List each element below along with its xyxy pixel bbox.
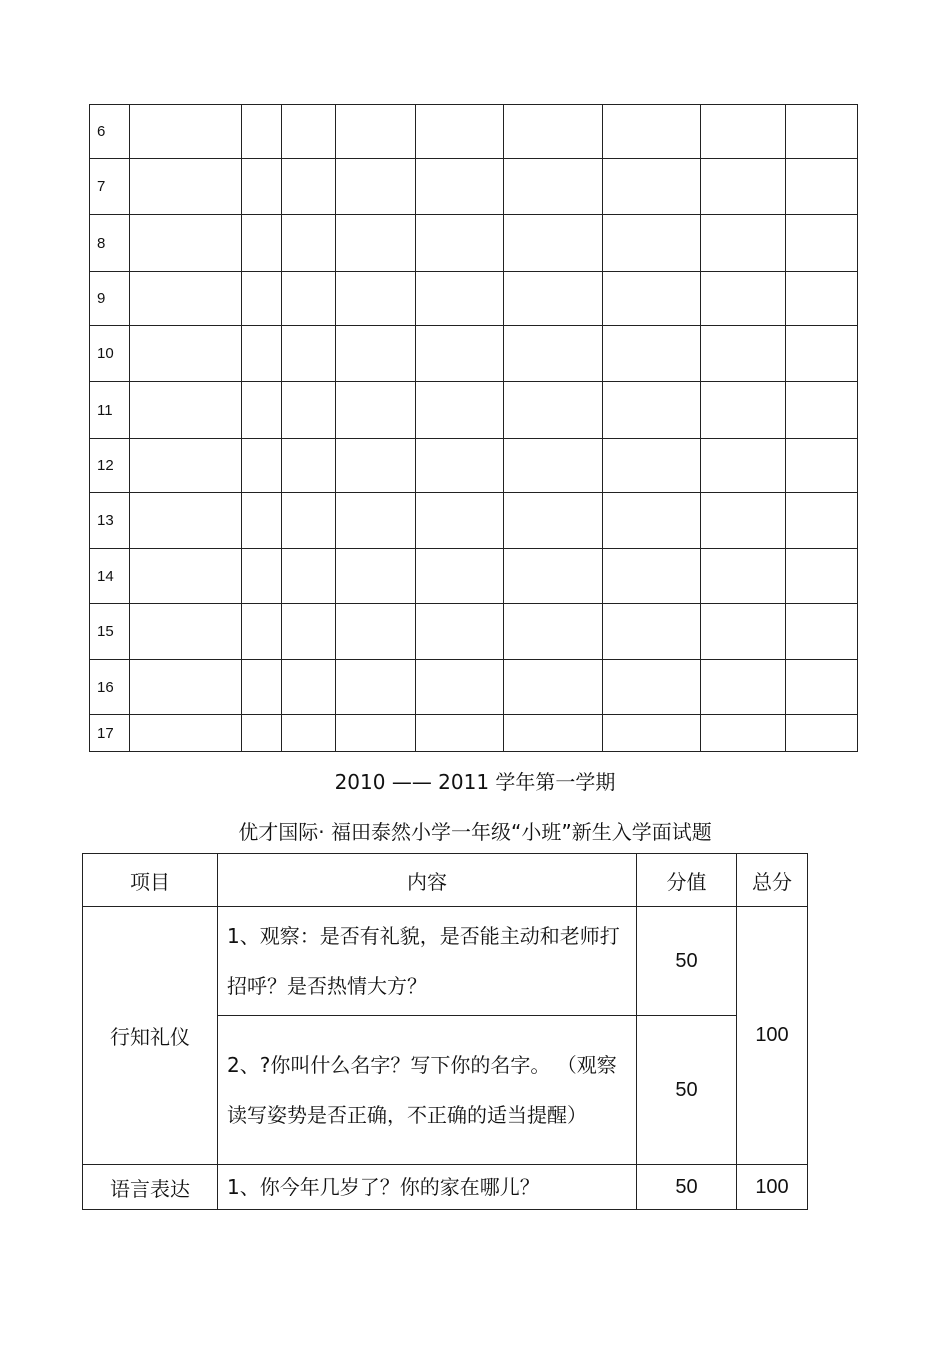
grid-empty-cell — [130, 439, 242, 493]
grid-empty-cell — [242, 493, 282, 549]
table-row — [83, 1165, 808, 1210]
grid-empty-cell — [336, 105, 416, 159]
grid-row — [90, 604, 858, 660]
content-cell: 1、观察：是否有礼貌，是否能主动和老师打招呼？是否热情大方？ — [218, 907, 637, 1016]
grid-empty-cell — [416, 159, 504, 215]
grid-empty-cell — [242, 660, 282, 715]
grid-empty-cell — [504, 549, 603, 604]
grid-empty-cell — [701, 715, 786, 752]
grid-empty-cell — [416, 326, 504, 382]
grid-row-number: 14 — [90, 549, 130, 604]
header-score: 分值 — [637, 854, 737, 907]
score-grid-table — [89, 104, 858, 752]
grid-empty-cell — [130, 272, 242, 326]
grid-row — [90, 439, 858, 493]
grid-empty-cell — [282, 382, 336, 439]
grid-empty-cell — [336, 382, 416, 439]
grid-empty-cell — [130, 604, 242, 660]
grid-empty-cell — [603, 215, 701, 272]
grid-empty-cell — [130, 549, 242, 604]
grid-empty-cell — [603, 272, 701, 326]
grid-empty-cell — [701, 382, 786, 439]
grid-empty-cell — [786, 382, 858, 439]
grid-empty-cell — [416, 382, 504, 439]
grid-empty-cell — [416, 439, 504, 493]
grid-row-number: 7 — [90, 159, 130, 215]
grid-row-number: 13 — [90, 493, 130, 549]
grid-row — [90, 215, 858, 272]
grid-empty-cell — [242, 549, 282, 604]
grid-row-number: 8 — [90, 215, 130, 272]
grid-empty-cell — [504, 382, 603, 439]
grid-row-number: 6 — [90, 105, 130, 159]
grid-empty-cell — [336, 272, 416, 326]
grid-empty-cell — [416, 604, 504, 660]
grid-empty-cell — [282, 439, 336, 493]
grid-empty-cell — [786, 215, 858, 272]
grid-empty-cell — [282, 105, 336, 159]
grid-empty-cell — [504, 493, 603, 549]
grid-empty-cell — [336, 493, 416, 549]
grid-empty-cell — [504, 159, 603, 215]
grid-empty-cell — [282, 549, 336, 604]
grid-empty-cell — [504, 105, 603, 159]
grid-empty-cell — [336, 326, 416, 382]
header-content: 内容 — [218, 854, 637, 907]
grid-empty-cell — [336, 549, 416, 604]
grid-empty-cell — [504, 272, 603, 326]
grid-empty-cell — [603, 660, 701, 715]
category-cell: 语言表达 — [83, 1165, 218, 1210]
grid-empty-cell — [130, 493, 242, 549]
grid-row — [90, 382, 858, 439]
grid-empty-cell — [786, 105, 858, 159]
grid-empty-cell — [504, 439, 603, 493]
grid-empty-cell — [336, 715, 416, 752]
grid-empty-cell — [701, 272, 786, 326]
grid-empty-cell — [336, 439, 416, 493]
grid-empty-cell — [242, 105, 282, 159]
school-year-title: 2010 —— 2011 学年第一学期 — [334, 770, 616, 794]
grid-empty-cell — [603, 159, 701, 215]
header-item: 项目 — [83, 854, 218, 907]
grid-empty-cell — [130, 159, 242, 215]
grid-empty-cell — [242, 272, 282, 326]
grid-row-number: 16 — [90, 660, 130, 715]
grid-row — [90, 493, 858, 549]
grid-empty-cell — [504, 715, 603, 752]
grid-empty-cell — [416, 272, 504, 326]
content-cell: 1、你今年几岁了？你的家在哪儿？ — [218, 1165, 637, 1210]
grid-empty-cell — [130, 382, 242, 439]
exam-title: 优才国际· 福田泰然小学一年级“小班”新生入学面试题 — [238, 820, 712, 844]
grid-empty-cell — [504, 660, 603, 715]
grid-empty-cell — [282, 493, 336, 549]
grid-empty-cell — [603, 549, 701, 604]
grid-empty-cell — [242, 382, 282, 439]
grid-empty-cell — [282, 272, 336, 326]
grid-empty-cell — [603, 493, 701, 549]
grid-row-number: 9 — [90, 272, 130, 326]
header-row — [83, 854, 808, 907]
grid-empty-cell — [786, 493, 858, 549]
grid-empty-cell — [416, 493, 504, 549]
grid-empty-cell — [603, 382, 701, 439]
grid-empty-cell — [504, 326, 603, 382]
grid-empty-cell — [603, 439, 701, 493]
grid-empty-cell — [336, 215, 416, 272]
grid-empty-cell — [336, 660, 416, 715]
grid-empty-cell — [130, 715, 242, 752]
grid-empty-cell — [701, 159, 786, 215]
grid-row — [90, 660, 858, 715]
grid-empty-cell — [786, 326, 858, 382]
grid-empty-cell — [603, 715, 701, 752]
grid-empty-cell — [242, 215, 282, 272]
grid-row — [90, 326, 858, 382]
grid-empty-cell — [282, 604, 336, 660]
grid-row-number: 10 — [90, 326, 130, 382]
grid-empty-cell — [130, 660, 242, 715]
grid-empty-cell — [504, 604, 603, 660]
grid-empty-cell — [416, 549, 504, 604]
grid-empty-cell — [130, 326, 242, 382]
grid-empty-cell — [130, 215, 242, 272]
grid-row — [90, 549, 858, 604]
grid-empty-cell — [786, 660, 858, 715]
grid-empty-cell — [242, 159, 282, 215]
grid-empty-cell — [701, 439, 786, 493]
grid-empty-cell — [701, 660, 786, 715]
grid-empty-cell — [242, 326, 282, 382]
grid-empty-cell — [242, 439, 282, 493]
grid-row-number: 11 — [90, 382, 130, 439]
grid-empty-cell — [701, 493, 786, 549]
grid-empty-cell — [701, 215, 786, 272]
score-cell: 50 — [637, 1016, 737, 1165]
grid-empty-cell — [786, 159, 858, 215]
grid-empty-cell — [282, 660, 336, 715]
grid-empty-cell — [786, 549, 858, 604]
grid-empty-cell — [416, 715, 504, 752]
grid-empty-cell — [416, 660, 504, 715]
grid-row — [90, 105, 858, 159]
grid-empty-cell — [701, 326, 786, 382]
grid-empty-cell — [282, 215, 336, 272]
score-cell: 50 — [637, 907, 737, 1016]
grid-empty-cell — [242, 604, 282, 660]
header-total: 总分 — [737, 854, 808, 907]
grid-empty-cell — [242, 715, 282, 752]
content-cell: 2、?你叫什么名字？写下你的名字。 （观察读写姿势是否正确，不正确的适当提醒） — [218, 1016, 637, 1165]
grid-empty-cell — [282, 326, 336, 382]
grid-empty-cell — [336, 604, 416, 660]
grid-empty-cell — [786, 439, 858, 493]
grid-empty-cell — [336, 159, 416, 215]
grid-empty-cell — [701, 604, 786, 660]
grid-empty-cell — [603, 105, 701, 159]
grid-empty-cell — [603, 604, 701, 660]
grid-empty-cell — [786, 604, 858, 660]
grid-empty-cell — [282, 715, 336, 752]
score-cell: 50 — [637, 1165, 737, 1210]
grid-empty-cell — [282, 159, 336, 215]
table-row — [83, 907, 808, 1016]
grid-empty-cell — [701, 549, 786, 604]
grid-row — [90, 272, 858, 326]
grid-row-number: 12 — [90, 439, 130, 493]
grid-empty-cell — [504, 215, 603, 272]
grid-empty-cell — [130, 105, 242, 159]
interview-questions-table — [82, 853, 808, 1210]
grid-body — [90, 105, 858, 752]
grid-empty-cell — [603, 326, 701, 382]
grid-row-number: 17 — [90, 715, 130, 752]
total-cell: 100 — [737, 1165, 808, 1210]
grid-empty-cell — [416, 215, 504, 272]
total-cell: 100 — [737, 907, 808, 1165]
grid-row — [90, 159, 858, 215]
grid-row — [90, 715, 858, 752]
category-cell: 行知礼仪 — [83, 907, 218, 1165]
grid-empty-cell — [701, 105, 786, 159]
grid-row-number: 15 — [90, 604, 130, 660]
grid-empty-cell — [416, 105, 504, 159]
grid-empty-cell — [786, 715, 858, 752]
grid-empty-cell — [786, 272, 858, 326]
